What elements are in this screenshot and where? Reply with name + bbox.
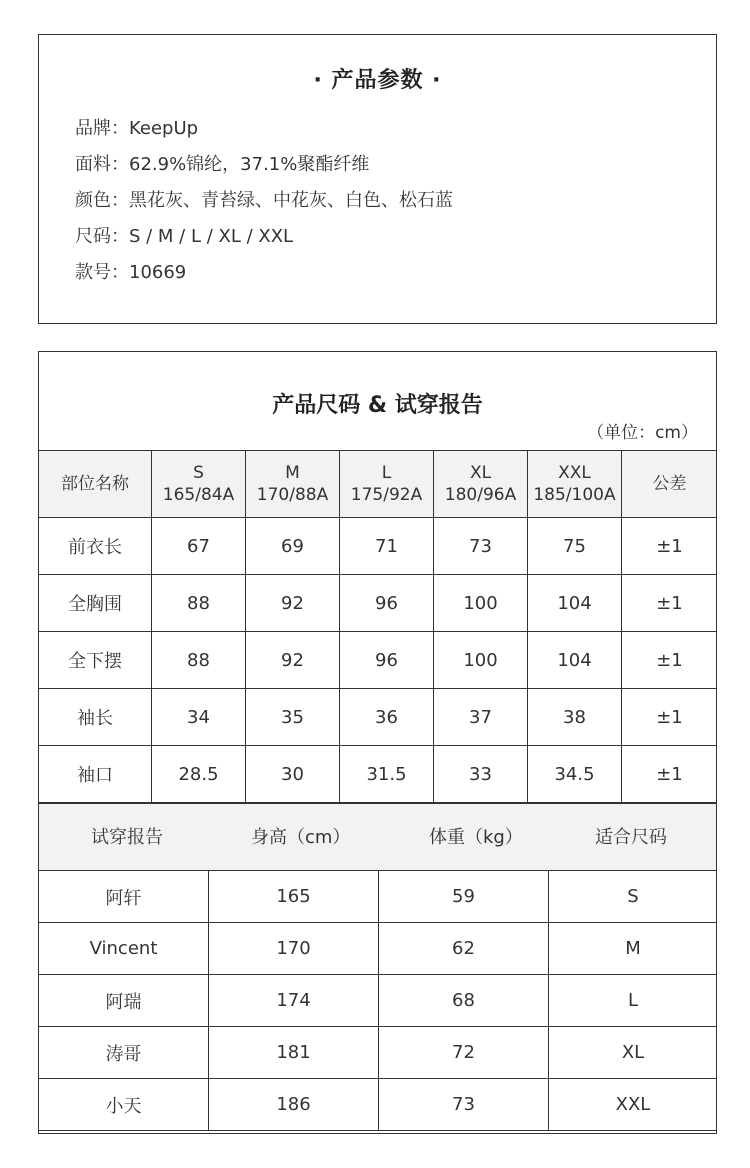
fit-report-table: [38, 870, 717, 1131]
header-part: 部位名称: [39, 451, 152, 518]
size-report-title: 产品尺码 & 试穿报告: [272, 393, 483, 418]
table-row: 小天 186 73 XXL: [39, 1079, 718, 1131]
fit-header-weight: 体重（kg）: [429, 827, 523, 848]
params-title: · 产品参数 ·: [313, 68, 442, 93]
product-params-box: [38, 34, 717, 324]
param-sizes: 尺码：S / M / L / XL / XXL: [75, 226, 294, 247]
table-row: 袖长 34 35 36 37 38 ±1: [39, 689, 718, 746]
table-row: Vincent 170 62 M: [39, 923, 718, 975]
param-style-number: 款号：10669: [75, 262, 187, 283]
table-row: 全胸围 88 92 96 100 104 ±1: [39, 575, 718, 632]
header-size-xxl: XXL 185/100A: [528, 451, 622, 518]
size-and-fit-report-box: [38, 351, 717, 1134]
param-brand: 品牌：KeepUp: [75, 118, 199, 139]
table-row: 阿瑞 174 68 L: [39, 975, 718, 1027]
fit-header-size: 适合尺码: [595, 827, 667, 848]
header-size-xl: XL 180/96A: [434, 451, 528, 518]
table-row: 全下摆 88 92 96 100 104 ±1: [39, 632, 718, 689]
size-table: [38, 450, 717, 803]
params-list: [75, 111, 453, 291]
table-row: 前衣长 67 69 71 73 75 ±1: [39, 518, 718, 575]
fit-header-height: 身高（cm）: [251, 827, 351, 848]
table-row: 涛哥 181 72 XL: [39, 1027, 718, 1079]
fit-header-name: 试穿报告: [91, 827, 163, 848]
table-row: 阿轩 165 59 S: [39, 871, 718, 923]
fit-report-header: [39, 803, 717, 870]
param-colors: 颜色：黑花灰、青苔绿、中花灰、白色、松石蓝: [75, 190, 453, 211]
table-row: 袖口 28.5 30 31.5 33 34.5 ±1: [39, 746, 718, 803]
header-size-m: M 170/88A: [246, 451, 340, 518]
param-fabric: 面料：62.9%锦纶，37.1%聚酯纤维: [75, 154, 370, 175]
unit-note: （单位：cm）: [587, 423, 698, 443]
size-table-header: [39, 451, 718, 518]
header-size-l: L 175/92A: [340, 451, 434, 518]
header-size-s: S 165/84A: [152, 451, 246, 518]
header-tolerance: 公差: [622, 451, 718, 518]
